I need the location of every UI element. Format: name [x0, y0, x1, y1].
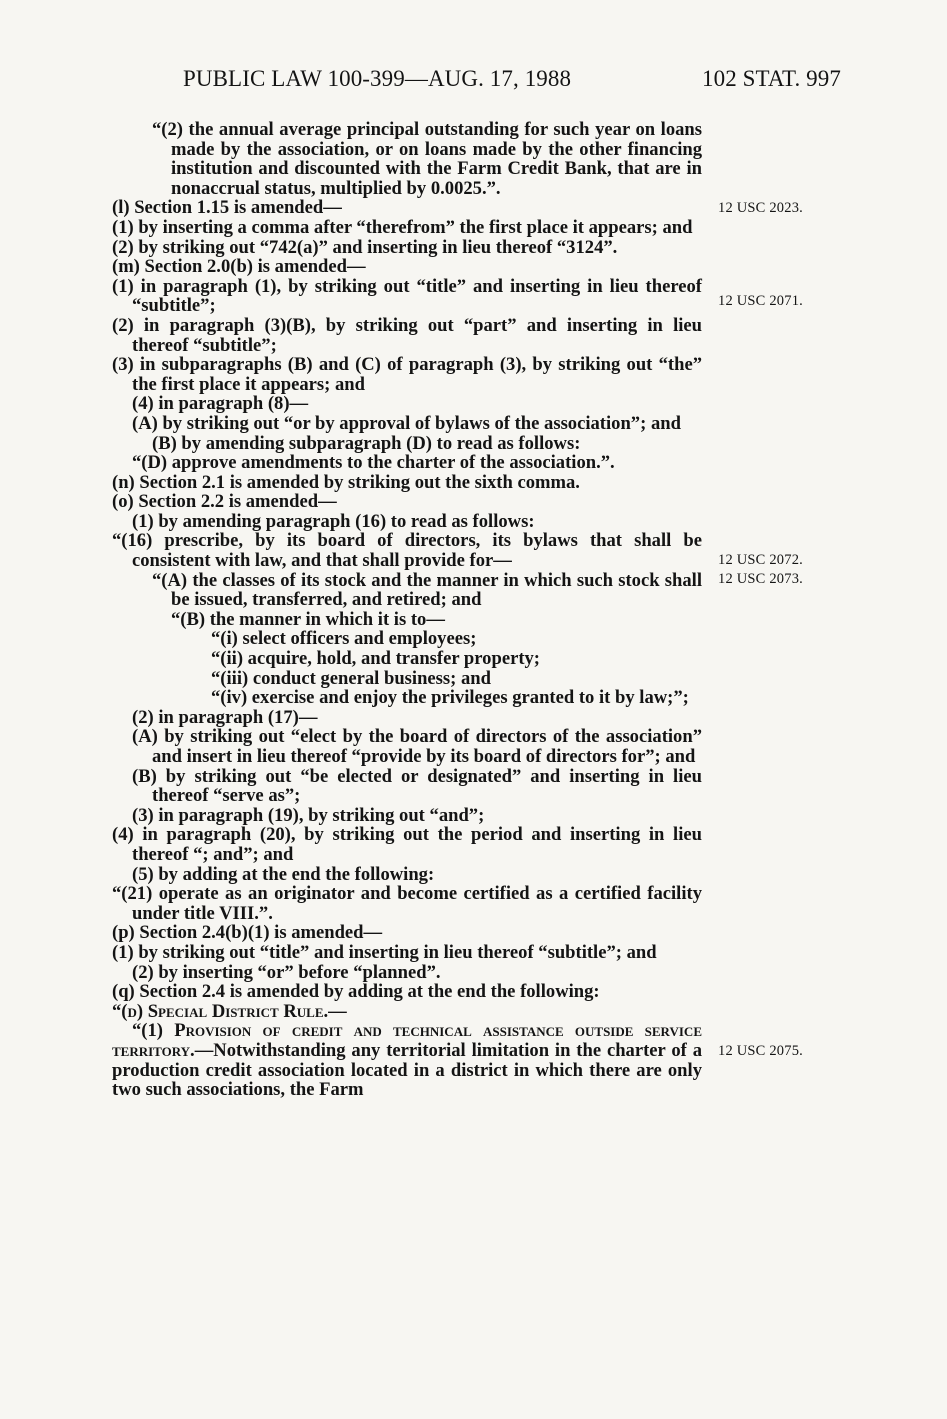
paragraph: (n) Section 2.1 is amended by striking out the sixth comma.	[112, 471, 580, 493]
paragraph: (2) by striking out “742(a)” and inserting in lieu thereof “3124”.	[112, 236, 618, 258]
paragraph: (2) by inserting “or” before “planned”.	[132, 961, 441, 983]
paragraph: (5) by adding at the end the following:	[132, 863, 435, 885]
margin-citation: 12 USC 2073.	[718, 571, 803, 587]
paragraph: (1) by inserting a comma after “therefrom” the first place it appears; and	[112, 216, 693, 238]
margin-citation: 12 USC 2075.	[718, 1043, 803, 1059]
paragraph: (q) Section 2.4 is amended by adding at the end the following:	[112, 981, 600, 1003]
paragraph: “(D) approve amendments to the charter of the association.”.	[132, 452, 615, 474]
running-header-title: PUBLIC LAW 100-399—AUG. 17, 1988	[183, 66, 572, 91]
paragraph: (l) Section 1.15 is amended—	[112, 197, 342, 219]
margin-citation: 12 USC 2023.	[718, 200, 803, 216]
paragraph: (o) Section 2.2 is amended—	[112, 491, 337, 513]
paragraph: (B) by amending subparagraph (D) to read as follows:	[152, 432, 581, 454]
paragraph: (4) in paragraph (8)—	[132, 393, 309, 415]
section-heading: “(d) Special District Rule.—	[112, 1000, 347, 1022]
margin-citation: 12 USC 2071.	[718, 293, 803, 309]
paragraph: (m) Section 2.0(b) is amended—	[112, 256, 366, 278]
statute-body	[112, 120, 702, 1100]
paragraph: (p) Section 2.4(b)(1) is amended—	[112, 922, 383, 944]
subsection-heading: “(1) Provision of credit and technical assistance outside service territory.	[112, 1020, 702, 1061]
margin-citation: 12 USC 2072.	[718, 552, 803, 568]
paragraph: “(16) prescribe, by its board of directors, its bylaws that shall be consistent with law, and that shall provide for—	[112, 530, 702, 572]
paragraph: (B) by striking out “be elected or designated” and inserting in lieu thereof “serve as”;	[132, 765, 702, 807]
paragraph: (1) in paragraph (1), by striking out “title” and inserting in lieu thereof “subtitle”;	[112, 275, 702, 317]
paragraph: (2) in paragraph (3)(B), by striking out “part” and inserting in lieu thereof “subtitle”;	[112, 314, 702, 356]
paragraph: “(iv) exercise and enjoy the privileges granted to it by law;”;	[211, 687, 689, 709]
running-header-page: 102 STAT. 997	[702, 66, 841, 91]
paragraph	[112, 1021, 702, 1099]
paragraph: (4) in paragraph (20), by striking out the period and inserting in lieu thereof “; and”; and	[112, 824, 702, 865]
paragraph: “(B) the manner in which it is to—	[171, 608, 445, 630]
paragraph: “(2) the annual average principal outstanding for such year on loans made by the association, or on loans made by the other financing institution and discounted with the Farm Credit Bank, that are in nonaccrual status, multiplied by 0.0025.”.	[152, 119, 702, 199]
paragraph: “(i) select officers and employees;	[211, 628, 477, 650]
paragraph: “(21) operate as an originator and become certified as a certified facility under title VIII.”.	[112, 883, 702, 924]
paragraph: (1) by striking out “title” and inserting in lieu thereof “subtitle”; and	[112, 941, 657, 963]
paragraph: “(ii) acquire, hold, and transfer property;	[211, 648, 541, 670]
paragraph: (3) in subparagraphs (B) and (C) of paragraph (3), by striking out “the” the first place it appears; and	[112, 354, 702, 395]
paragraph-text: —Notwithstanding any territorial limitation in the charter of a production credit association located in a district in which there are only two such associations, the Farm	[112, 1039, 702, 1101]
paragraph: “(iii) conduct general business; and	[211, 667, 491, 689]
paragraph: “(A) the classes of its stock and the manner in which such stock shall be issued, transferred, and retired; and	[152, 569, 702, 611]
paragraph: (2) in paragraph (17)—	[132, 706, 318, 728]
paragraph: (3) in paragraph (19), by striking out “and”;	[132, 804, 485, 826]
paragraph: (A) by striking out “elect by the board of directors of the association” and insert in lieu thereof “provide by its board of directors for”; and	[132, 726, 702, 767]
paragraph: (A) by striking out “or by approval of bylaws of the association”; and	[132, 412, 681, 434]
paragraph: (1) by amending paragraph (16) to read as follows:	[132, 510, 535, 532]
